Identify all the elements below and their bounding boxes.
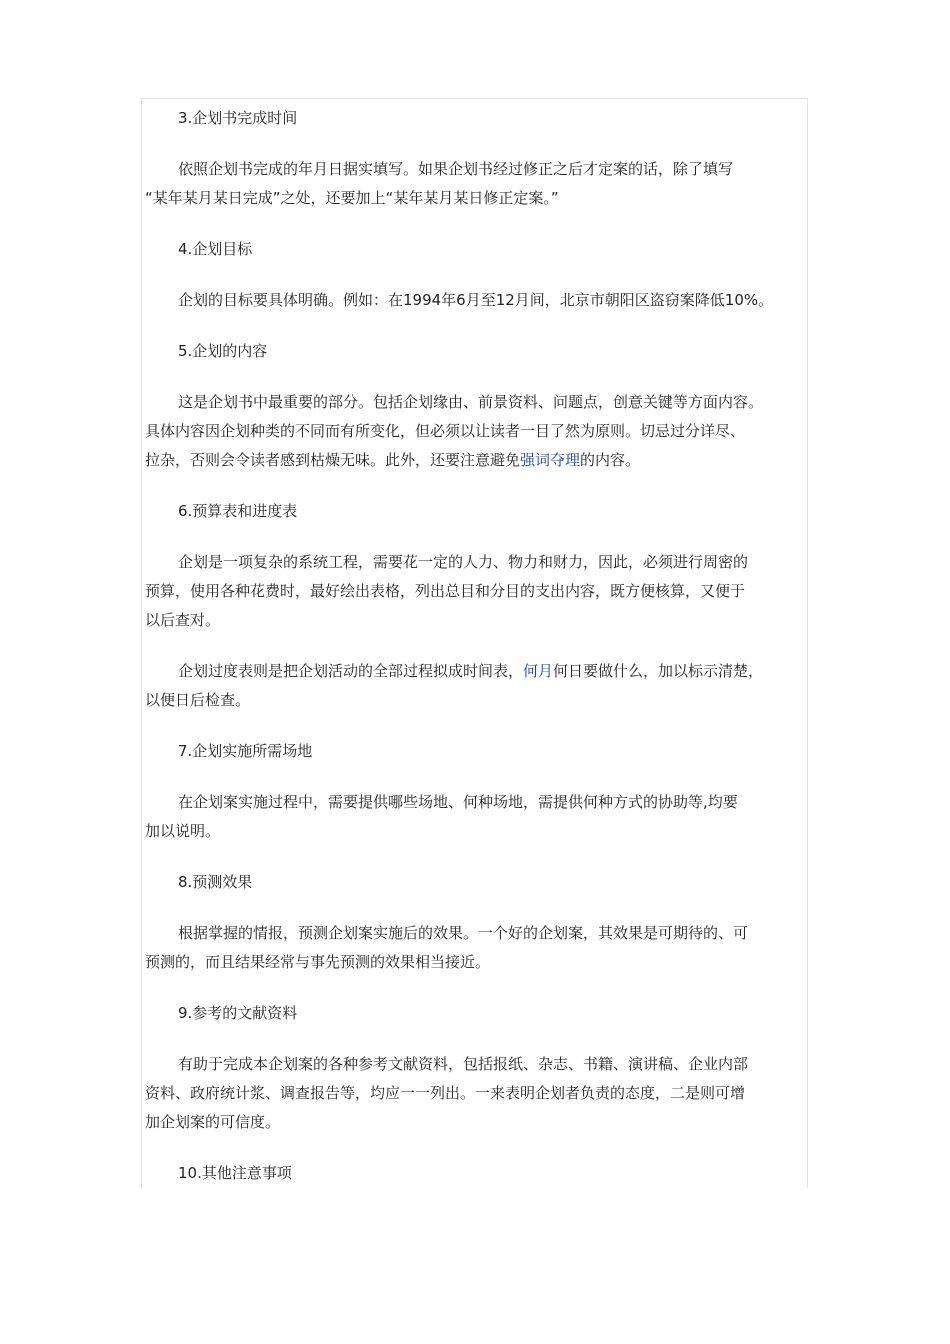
text-line: “某年某月某日完成”之处，还要加上“某年某月某日修正定案。”: [145, 189, 559, 207]
paragraph: [145, 657, 817, 715]
text-line: 这是企划书中最重要的部分。包括企划缘由、前景资料、问题点，创意关键等方面内容。: [178, 393, 764, 411]
text-line: 依照企划书完成的年月日据实填写。如果企划书经过修正之后才定案的话，除了填写: [178, 160, 734, 178]
term-link[interactable]: 何月: [523, 662, 554, 680]
section-heading: 5.企划的内容: [178, 342, 268, 360]
text-line: 企划是一项复杂的系统工程，需要花一定的人力、物力和财力，因此，必须进行周密的: [178, 553, 749, 571]
text-line: 企划的目标要具体明确。例如：在1994年6月至12月间，北京市朝阳区盗窃案降低10%。: [178, 291, 774, 309]
text-line: 加企划案的可信度。: [145, 1113, 281, 1131]
paragraph: [145, 548, 817, 635]
section-heading: 7.企划实施所需场地: [178, 742, 313, 760]
section-heading: 9.参考的文献资料: [178, 1004, 298, 1022]
paragraph: [145, 286, 817, 315]
section-heading: 8.预测效果: [178, 873, 253, 891]
text-segment: 拉杂，否则会令读者感到枯燥无味。此外，还要注意避免: [145, 451, 521, 469]
text-line: 在企划案实施过程中，需要提供哪些场地、何种场地，需提供何种方式的协助等,均要: [178, 793, 738, 811]
text-line: 根据掌握的情报，预测企划案实施后的效果。一个好的企划案，其效果是可期待的、可: [178, 924, 749, 942]
text-segment: 的内容。: [580, 451, 641, 469]
paragraph: [145, 155, 817, 213]
text-line: 资料、政府统计浆、调查报告等，均应一一列出。一来表明企划者负责的态度，二是则可增: [145, 1084, 746, 1102]
document-body: [145, 104, 817, 1188]
section-heading: 10.其他注意事项: [178, 1164, 292, 1182]
text-line: [145, 446, 817, 475]
text-line: 预算，使用各种花费时，最好绘出表格，列出总目和分目的支出内容，既方便核算，又便于: [145, 582, 746, 600]
text-segment: 何日要做什么，加以标示清楚，: [553, 662, 764, 680]
section-heading: 6.预算表和进度表: [178, 502, 298, 520]
text-line: 具体内容因企划种类的不同而有所变化，但必须以让读者一目了然为原则。切忌过分详尽、: [145, 422, 746, 440]
paragraph: [145, 919, 817, 977]
text-line: 加以说明。: [145, 822, 221, 840]
text-line: 预测的，而且结果经常与事先预测的效果相当接近。: [145, 953, 491, 971]
section-heading: 3.企划书完成时间: [178, 109, 298, 127]
text-line: 以便日后检查。: [145, 691, 251, 709]
text-line: 有助于完成本企划案的各种参考文献资料，包括报纸、杂志、书籍、演讲稿、企业内部: [178, 1055, 749, 1073]
paragraph: [145, 1050, 817, 1137]
paragraph: [145, 388, 817, 475]
section-heading: 4.企划目标: [178, 240, 253, 258]
text-segment: 企划过度表则是把企划活动的全部过程拟成时间表，: [178, 662, 524, 680]
text-line: [145, 657, 817, 686]
term-link[interactable]: 强词夺理: [520, 451, 581, 469]
paragraph: [145, 788, 817, 846]
text-line: 以后查对。: [145, 611, 221, 629]
